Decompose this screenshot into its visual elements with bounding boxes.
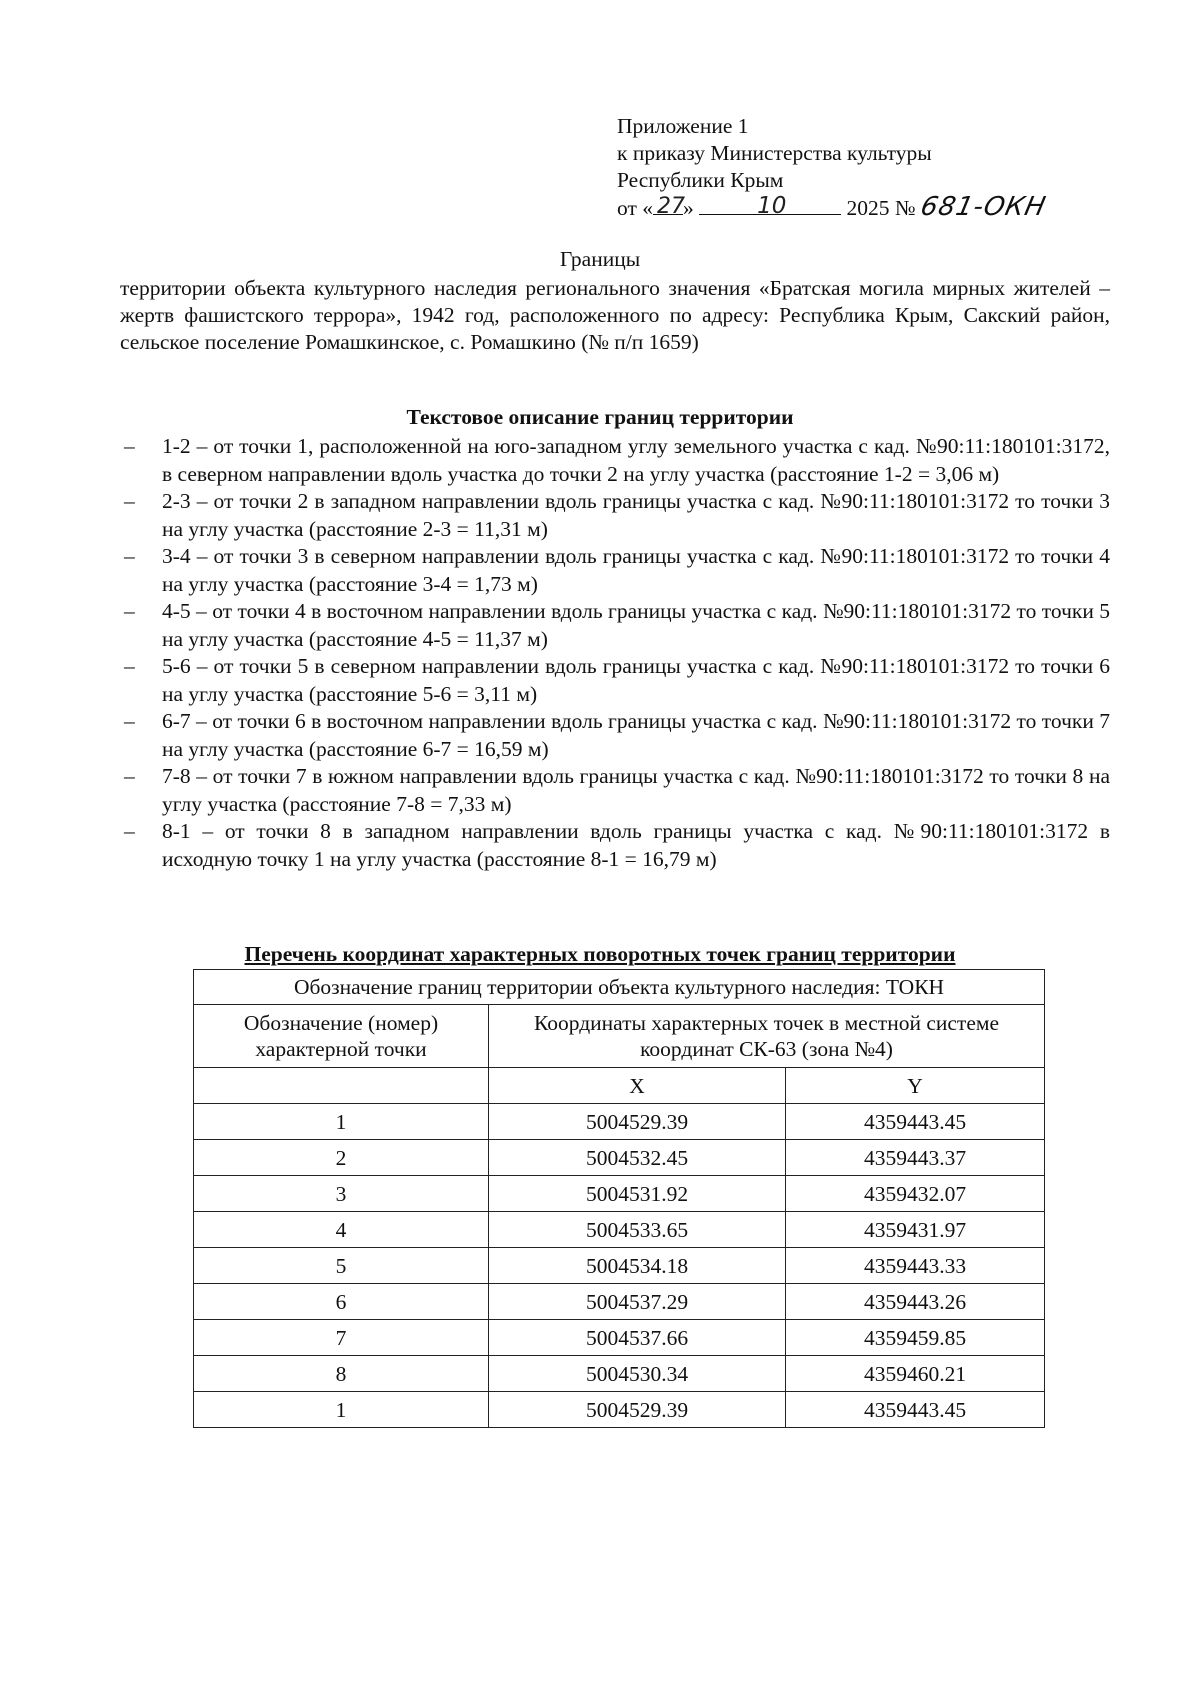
description-heading: Текстовое описание границ территории xyxy=(406,405,794,429)
table-row: 5 5004534.18 4359443.33 xyxy=(194,1248,1045,1284)
list-item: – 7-8 – от точки 7 в южном направлении вдоль границы участка с кад. №90:11:180101:3172 то точки 8 на углу участка (расстояние 7-8 = 7,33 м) xyxy=(124,764,1110,816)
list-item: – 6-7 – от точки 6 в восточном направлении вдоль границы участка с кад. №90:11:180101:3172 то точки 7 на углу участка (расстояние 6-7 = 16,59 м) xyxy=(124,709,1110,761)
header-y-cell: Y xyxy=(786,1068,1045,1104)
appendix-line-2: к приказу Министерства культуры xyxy=(617,141,932,165)
appendix-line-3: Республики Крым xyxy=(617,168,784,192)
date-year-label: 2025 № xyxy=(846,196,916,220)
header-empty-cell xyxy=(194,1068,489,1104)
table-row: 3 5004531.92 4359432.07 xyxy=(194,1176,1045,1212)
table-title-cell: Обозначение границ территории объекта культурного наследия: ТОКН xyxy=(194,970,1045,1005)
list-item: – 3-4 – от точки 3 в северном направлении вдоль границы участка с кад. №90:11:180101:3172 то точки 4 на углу участка (расстояние 3-4 = 1,73 м) xyxy=(124,544,1110,596)
header-coords-cell: Координаты характерных точек в местной системе координат СК-63 (зона №4) xyxy=(489,1005,1045,1068)
list-item: – 2-3 – от точки 2 в западном направлении вдоль границы участка с кад. №90:11:180101:3172 то точки 3 на углу участка (расстояние 2-3 = 11,31 м) xyxy=(124,489,1110,541)
table-row: 2 5004532.45 4359443.37 xyxy=(194,1140,1045,1176)
table-row: 7 5004537.66 4359459.85 xyxy=(194,1320,1045,1356)
appendix-date-line xyxy=(617,192,1049,222)
date-close-quote: » xyxy=(683,196,694,220)
date-from-label: от « xyxy=(617,196,653,220)
document-title: Границы xyxy=(559,247,641,271)
handwritten-order-number: 681-ОКН xyxy=(917,192,1049,222)
description-list xyxy=(120,433,1110,873)
list-item: – 5-6 – от точки 5 в северном направлении вдоль границы участка с кад. №90:11:180101:3172 то точки 6 на углу участка (расстояние 5-6 = 3,11 м) xyxy=(124,654,1110,706)
list-item: – 4-5 – от точки 4 в восточном направлении вдоль границы участка с кад. №90:11:180101:3172 то точки 5 на углу участка (расстояние 4-5 = 11,37 м) xyxy=(124,599,1110,651)
header-x-cell: X xyxy=(489,1068,786,1104)
list-item: – 8-1 – от точки 8 в западном направлении вдоль границы участка с кад. №90:11:180101:3172 в исходную точку 1 на углу участка (расстояние 8-1 = 16,79 м) xyxy=(124,819,1110,871)
table-row: 6 5004537.29 4359443.26 xyxy=(194,1284,1045,1320)
appendix-line-1: Приложение 1 xyxy=(617,114,749,138)
table-row: 4 5004533.65 4359431.97 xyxy=(194,1212,1045,1248)
handwritten-day: 27 xyxy=(657,194,685,219)
coordinates-table xyxy=(193,969,1045,1428)
document-subtitle: территории объекта культурного наследия регионального значения «Братская могила мирных жителей – жертв фашистского террора», 1942 год, расположенного по адресу: Республика Крым, Сакский район, сельское поселение Ромашкинское, с. Ромашкино (№ п/п 1659) xyxy=(120,276,1110,354)
appendix-block xyxy=(617,113,1049,222)
handwritten-month: 10 xyxy=(757,193,787,219)
table-row: 8 5004530.34 4359460.21 xyxy=(194,1356,1045,1392)
table-row: 1 5004529.39 4359443.45 xyxy=(194,1104,1045,1140)
list-item: – 1-2 – от точки 1, расположенной на юго-западном углу земельного участка с кад. №90:11:180101:3172, в северном направлении вдоль участка до точки 2 на углу участка (расстояние 1-2 = 3,06 м) xyxy=(124,434,1110,486)
coordinates-heading: Перечень координат характерных поворотных точек границ территории xyxy=(244,942,956,966)
table-row: 1 5004529.39 4359443.45 xyxy=(194,1392,1045,1428)
header-point-cell: Обозначение (номер) характерной точки xyxy=(194,1005,489,1068)
